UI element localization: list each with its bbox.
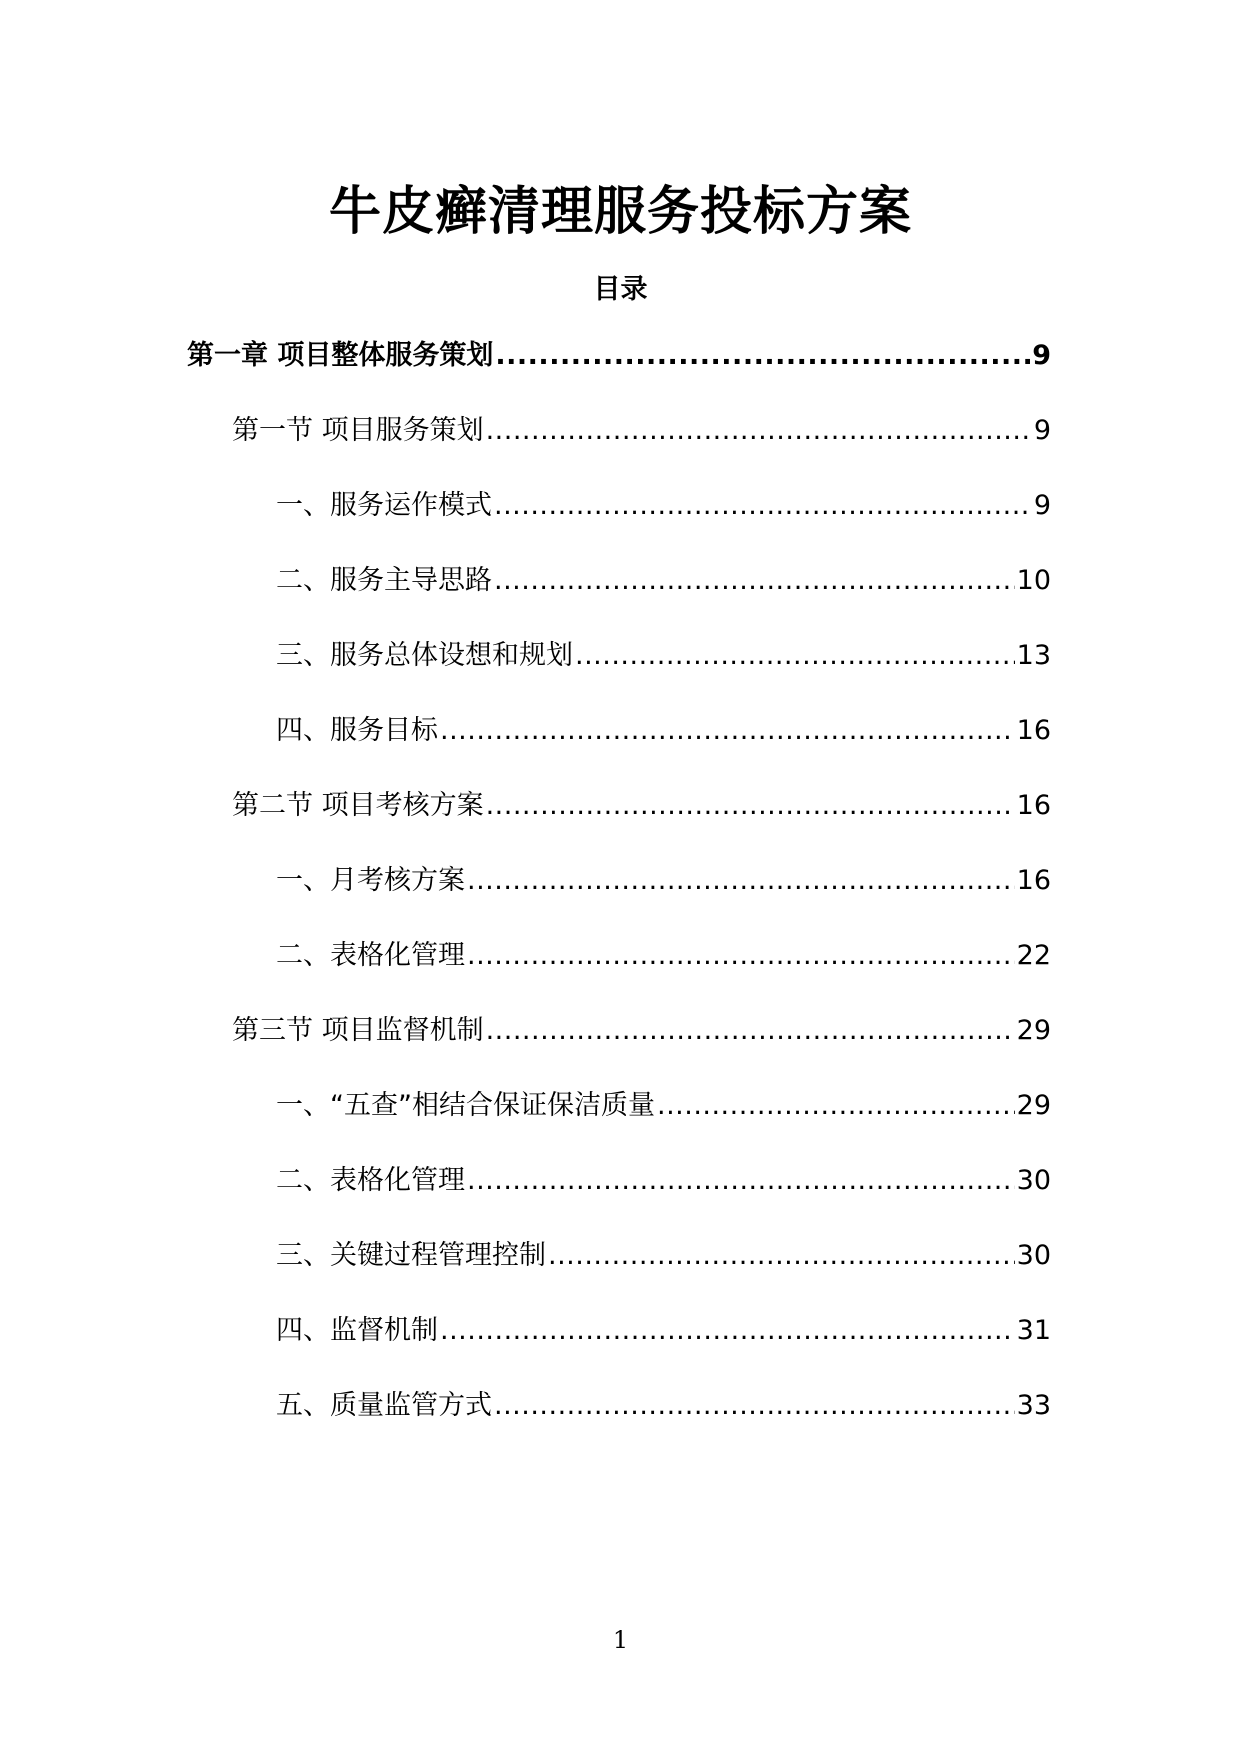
toc-entry-label: 第三节 项目监督机制 [232,1015,484,1046]
toc-dot-leader [467,861,1015,901]
toc-entry-label: 二、表格化管理 [276,1165,465,1196]
toc-entry-section-1[interactable] [232,411,1051,451]
toc-dot-leader [575,636,1015,676]
toc-entry-label: 一、月考核方案 [276,865,465,896]
toc-entry-label: 二、表格化管理 [276,940,465,971]
toc-entry-item[interactable] [276,486,1051,526]
toc-entry-page: 31 [1016,1315,1051,1346]
toc-entry-page: 22 [1016,940,1051,971]
toc-entry-page: 33 [1016,1390,1051,1421]
toc-entry-item[interactable] [276,1086,1051,1126]
toc-entry-page: 29 [1016,1090,1051,1121]
toc-entry-page: 9 [1033,415,1051,446]
toc-entry-label: 一、服务运作模式 [276,490,492,521]
toc-entry-label: 第一章 项目整体服务策划 [187,340,494,371]
toc-entry-label: 四、监督机制 [276,1315,438,1346]
toc-entry-label: 三、关键过程管理控制 [276,1240,546,1271]
toc-dot-leader [486,786,1015,826]
toc-dot-leader [467,1161,1015,1201]
toc-entry-item[interactable] [276,711,1051,751]
toc-entry-label: 第一节 项目服务策划 [232,415,484,446]
toc-entry-item[interactable] [276,861,1051,901]
toc-entry-label: 五、质量监管方式 [276,1390,492,1421]
page-number: 1 [612,1626,629,1654]
toc-dot-leader [657,1086,1015,1126]
toc-entry-page: 9 [1032,340,1051,371]
toc-dot-leader [494,486,1032,526]
toc-dot-leader [486,411,1032,451]
toc-entry-page: 30 [1016,1165,1051,1196]
toc-entry-item[interactable] [276,561,1051,601]
toc-entry-chapter-1[interactable] [187,336,1051,376]
toc-entry-item[interactable] [276,1386,1051,1426]
toc-entry-item[interactable] [276,636,1051,676]
toc-dot-leader [548,1236,1015,1276]
toc-entry-item[interactable] [276,1236,1051,1276]
toc-entry-page: 10 [1016,565,1051,596]
toc-entry-page: 9 [1033,490,1051,521]
toc-entry-section-3[interactable] [232,1011,1051,1051]
toc-dot-leader [486,1011,1015,1051]
toc-dot-leader [494,1386,1015,1426]
toc-entry-item[interactable] [276,936,1051,976]
toc-dot-leader [440,1311,1015,1351]
toc-entry-item[interactable] [276,1161,1051,1201]
toc-heading: 目录 [593,274,648,305]
toc-entry-section-2[interactable] [232,786,1051,826]
document-title: 牛皮癣清理服务投标方案 [328,182,912,242]
toc-entry-item[interactable] [276,1311,1051,1351]
toc-entry-label: 三、服务总体设想和规划 [276,640,573,671]
toc-entry-label: 一、“五查”相结合保证保洁质量 [276,1090,655,1121]
toc-entry-page: 13 [1016,640,1051,671]
toc-dot-leader [440,711,1015,751]
toc-entry-page: 16 [1016,790,1051,821]
toc-dot-leader [494,561,1015,601]
toc-entry-label: 二、服务主导思路 [276,565,492,596]
toc-entry-page: 16 [1016,715,1051,746]
toc-dot-leader [495,336,1030,376]
toc-entry-label: 第二节 项目考核方案 [232,790,484,821]
toc-entry-page: 16 [1016,865,1051,896]
toc-entry-label: 四、服务目标 [276,715,438,746]
toc-dot-leader [467,936,1015,976]
toc-entry-page: 29 [1016,1015,1051,1046]
toc-entry-page: 30 [1016,1240,1051,1271]
